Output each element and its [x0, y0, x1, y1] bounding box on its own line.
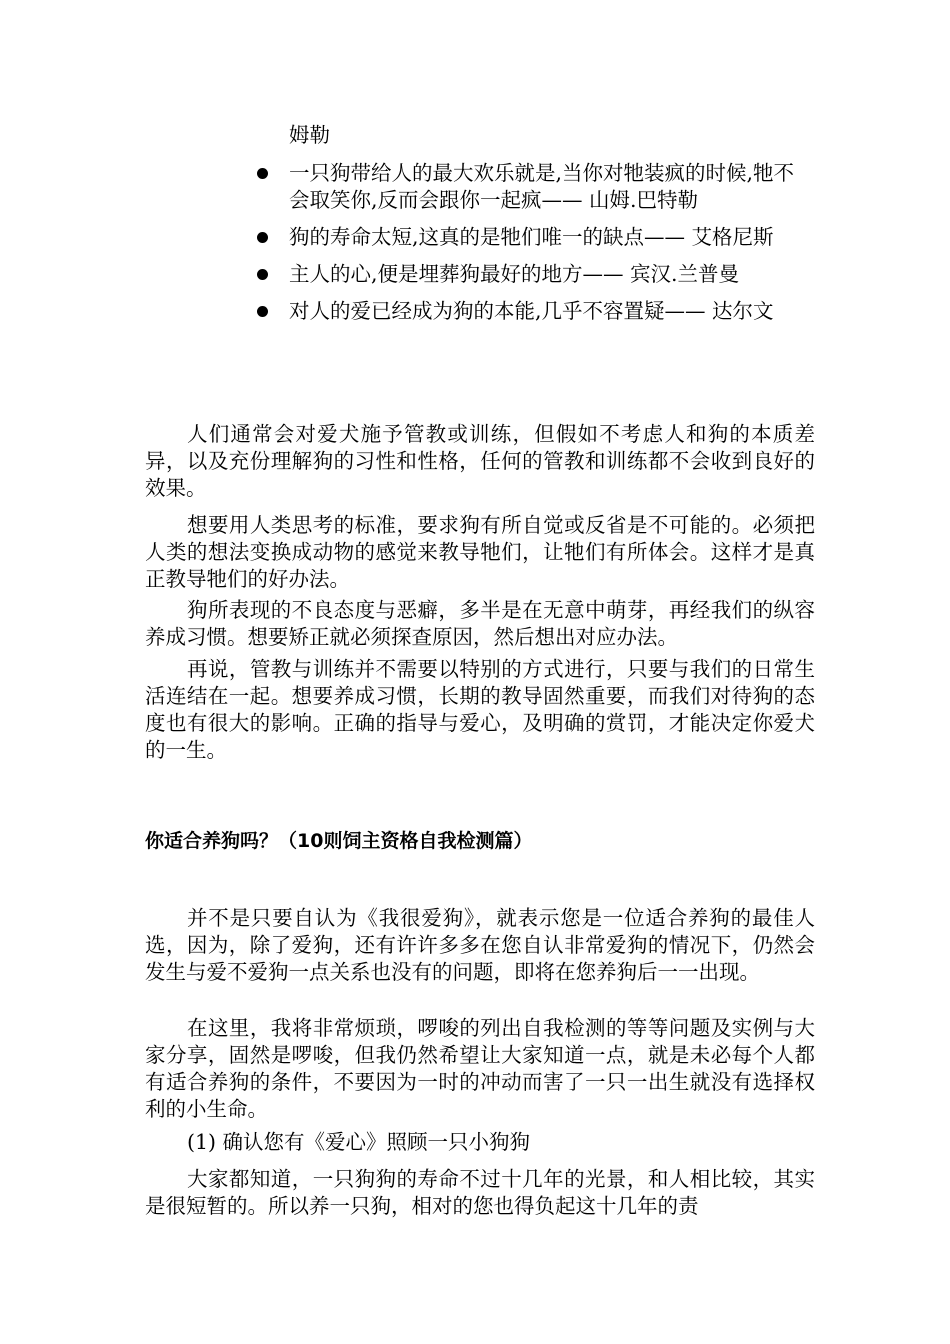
quote-text: 一只狗带给人的最大欢乐就是,当你对牠装疯的时候,牠不会取笑你,反而会跟你一起疯—— 山姆.巴特勒: [289, 161, 795, 212]
quote-text: 对人的爱已经成为狗的本能,几乎不容置疑—— 达尔文: [289, 299, 774, 323]
bullet-icon: [257, 306, 268, 317]
body-paragraph: 想要用人类思考的标准，要求狗有所自觉或反省是不可能的。必须把人类的想法变换成动物的感觉来教导牠们，让牠们有所体会。这样才是真正教导牠们的好办法。: [145, 513, 815, 591]
quote-text: 狗的寿命太短,这真的是牠们唯一的缺点—— 艾格尼斯: [289, 225, 774, 249]
body-paragraph: 并不是只要自认为《我很爱狗》，就表示您是一位适合养狗的最佳人选，因为，除了爱狗，还有许许多多在您自认非常爱狗的情况下，仍然会发生与爱不爱狗一点关系也没有的问题，即将在您养狗后一一出现。: [145, 906, 815, 984]
quote-list: [252, 160, 812, 335]
continued-quote-author: 姆勒: [289, 123, 330, 147]
bullet-icon: [257, 269, 268, 280]
body-paragraph: 在这里，我将非常烦琐，啰唆的列出自我检测的等等问题及实例与大家分享，固然是啰唆，但我仍然希望让大家知道一点，就是未必每个人都有适合养狗的条件，不要因为一时的冲动而害了一只一出生就没有选择权利的小生命。: [145, 1016, 815, 1121]
checklist-item-title: (1) 确认您有《爱心》照顾一只小狗狗: [187, 1130, 531, 1154]
quote-item: [252, 224, 812, 251]
quote-item: [252, 298, 812, 325]
quote-item: [252, 160, 812, 214]
bullet-icon: [257, 168, 268, 179]
section-heading: 你适合养狗吗？（10则饲主资格自我检测篇）: [145, 830, 533, 852]
quote-text: 主人的心,便是埋葬狗最好的地方—— 宾汉.兰普曼: [289, 262, 740, 286]
body-paragraph: 人们通常会对爱犬施予管教或训练，但假如不考虑人和狗的本质差异，以及充份理解狗的习性和性格，任何的管教和训练都不会收到良好的效果。: [145, 422, 815, 500]
body-paragraph: 大家都知道，一只狗狗的寿命不过十几年的光景，和人相比较，其实是很短暂的。所以养一只狗，相对的您也得负起这十几年的责: [145, 1167, 815, 1218]
quote-item: [252, 261, 812, 288]
body-paragraph: 再说，管教与训练并不需要以特别的方式进行，只要与我们的日常生活连结在一起。想要养成习惯，长期的教导固然重要，而我们对待狗的态度也有很大的影响。正确的指导与爱心，及明确的赏罚，才能决定你爱犬的一生。: [145, 657, 815, 762]
body-paragraph: 狗所表现的不良态度与恶癖，多半是在无意中萌芽，再经我们的纵容养成习惯。想要矫正就必须探查原因，然后想出对应办法。: [145, 598, 815, 649]
bullet-icon: [257, 232, 268, 243]
